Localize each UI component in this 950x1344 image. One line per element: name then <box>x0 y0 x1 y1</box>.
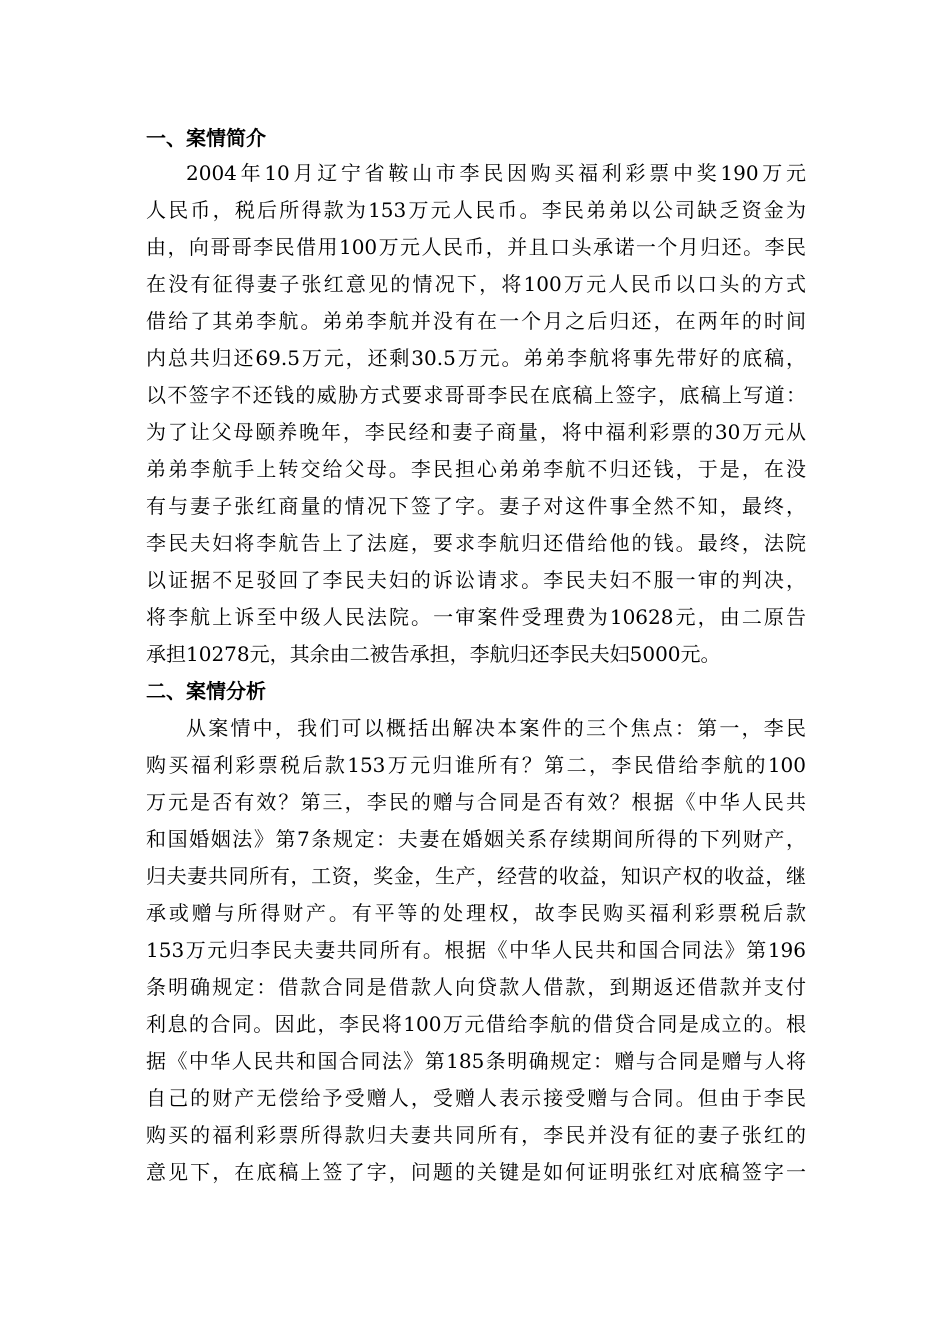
paragraph-line: 为了让父母颐养晚年，李民经和妻子商量，将中福利彩票的30万元从 <box>146 420 806 444</box>
paragraph-line: 153万元归李民夫妻共同所有。根据《中华人民共和国合同法》第196 <box>146 938 806 962</box>
paragraph-line: 万元是否有效？第三，李民的赠与合同是否有效？根据《中华人民共 <box>146 790 806 814</box>
paragraph-line: 由，向哥哥李民借用100万元人民币，并且口头承诺一个月归还。李民 <box>146 235 806 259</box>
paragraph-line: 在没有征得妻子张红意见的情况下，将100万元人民币以口头的方式 <box>146 272 806 296</box>
paragraph-line: 有与妻子张红商量的情况下签了字。妻子对这件事全然不知，最终， <box>146 494 806 518</box>
paragraph-line: 承担10278元，其余由二被告承担，李航归还李民夫妇5000元。 <box>146 642 721 666</box>
section-heading-case-summary: 一、案情简介 <box>146 126 266 150</box>
section-heading-case-analysis: 二、案情分析 <box>146 679 266 703</box>
paragraph-line: 弟弟李航手上转交给父母。李民担心弟弟李航不归还钱，于是，在没 <box>146 457 806 481</box>
paragraph-line: 购买福利彩票税后款153万元归谁所有？第二，李民借给李航的100 <box>146 753 806 777</box>
paragraph-line: 据《中华人民共和国合同法》第185条明确规定：赠与合同是赠与人将 <box>146 1049 806 1073</box>
paragraph-line: 以证据不足驳回了李民夫妇的诉讼请求。李民夫妇不服一审的判决， <box>146 568 806 592</box>
paragraph-line: 2004年10月辽宁省鞍山市李民因购买福利彩票中奖190万元 <box>186 161 806 185</box>
paragraph-line: 意见下，在底稿上签了字，问题的关键是如何证明张红对底稿签字一 <box>146 1160 806 1184</box>
paragraph-line: 购买的福利彩票所得款归夫妻共同所有，李民并没有征的妻子张红的 <box>146 1123 806 1147</box>
paragraph-line: 内总共归还69.5万元，还剩30.5万元。弟弟李航将事先带好的底稿， <box>146 346 806 370</box>
paragraph-line: 归夫妻共同所有，工资，奖金，生产，经营的收益，知识产权的收益，继 <box>146 864 806 888</box>
paragraph-line: 以不签字不还钱的威胁方式要求哥哥李民在底稿上签字，底稿上写道： <box>146 383 806 407</box>
paragraph-line: 自己的财产无偿给予受赠人，受赠人表示接受赠与合同。但由于李民 <box>146 1086 806 1110</box>
paragraph-line: 李民夫妇将李航告上了法庭，要求李航归还借给他的钱。最终，法院 <box>146 531 806 555</box>
paragraph-line: 利息的合同。因此，李民将100万元借给李航的借贷合同是成立的。根 <box>146 1012 806 1036</box>
paragraph-line: 和国婚姻法》第7条规定：夫妻在婚姻关系存续期间所得的下列财产， <box>146 827 806 851</box>
paragraph-line: 承或赠与所得财产。有平等的处理权，故李民购买福利彩票税后款 <box>146 901 806 925</box>
paragraph-line: 借给了其弟李航。弟弟李航并没有在一个月之后归还，在两年的时间 <box>146 309 806 333</box>
paragraph-line: 人民币，税后所得款为153万元人民币。李民弟弟以公司缺乏资金为 <box>146 198 806 222</box>
paragraph-line: 将李航上诉至中级人民法院。一审案件受理费为10628元，由二原告 <box>146 605 806 629</box>
paragraph-line: 条明确规定：借款合同是借款人向贷款人借款，到期返还借款并支付 <box>146 975 806 999</box>
paragraph-line: 从案情中，我们可以概括出解决本案件的三个焦点：第一，李民 <box>186 716 806 740</box>
